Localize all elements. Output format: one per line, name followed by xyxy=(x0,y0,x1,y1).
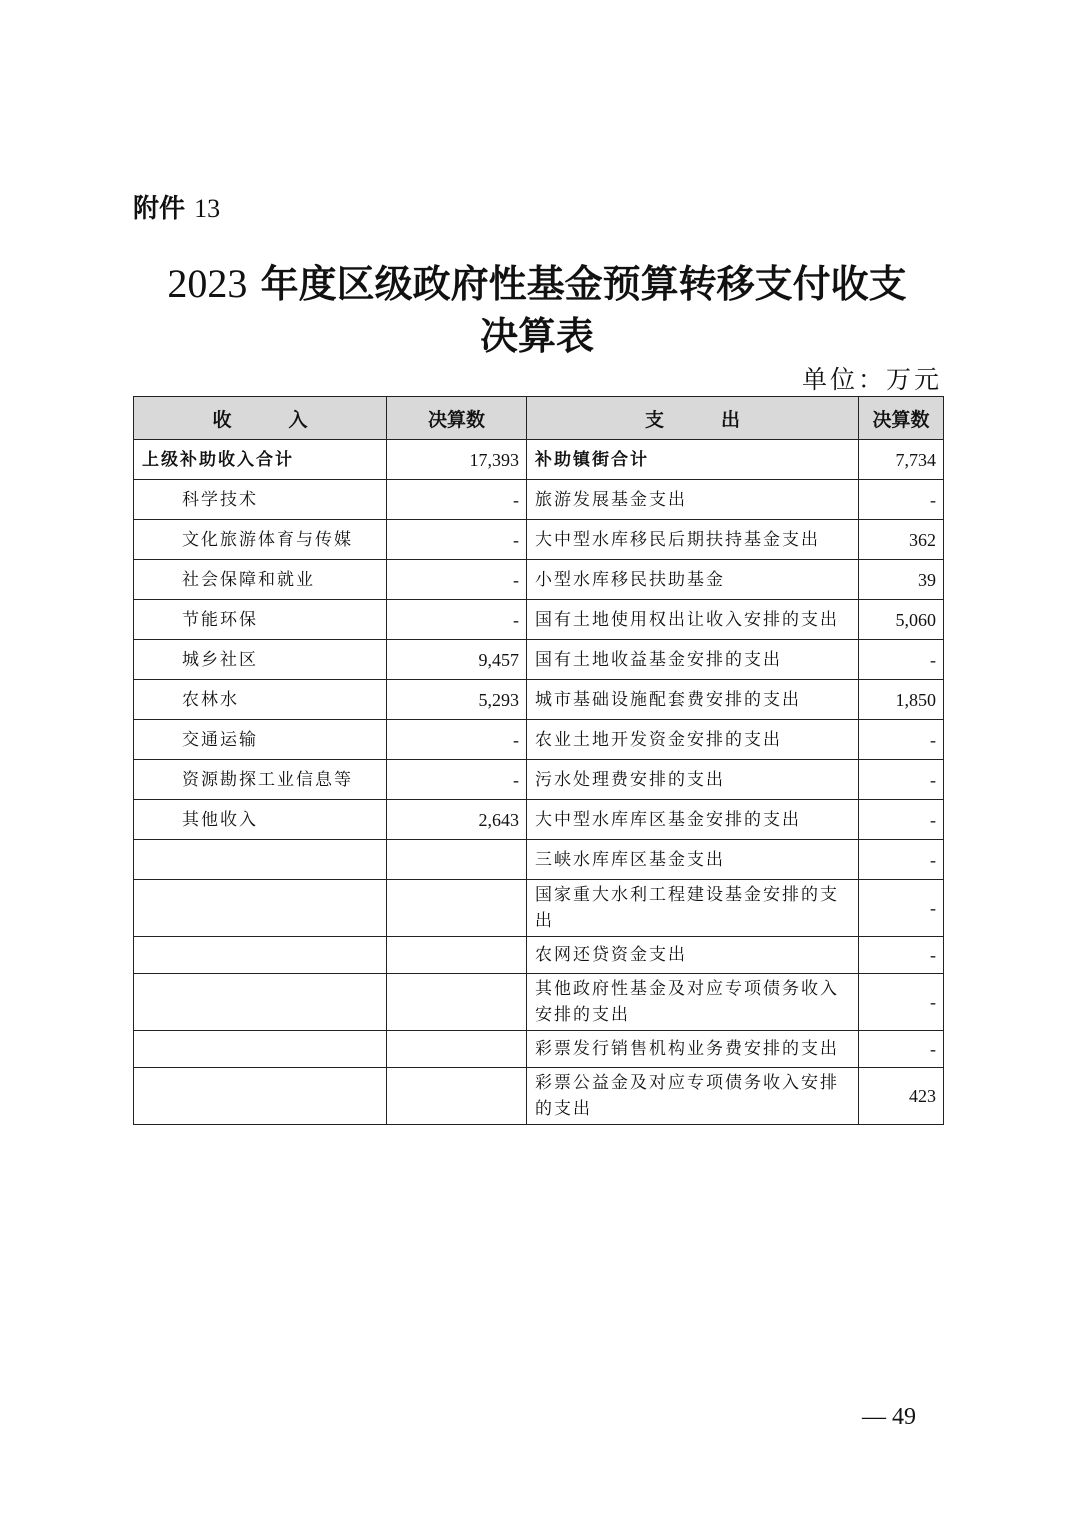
table-header-row xyxy=(134,397,944,440)
attachment-label xyxy=(133,188,220,225)
income-cell: 社会保障和就业 xyxy=(134,560,387,600)
income-amount-cell xyxy=(387,1031,527,1068)
income-cell xyxy=(134,840,387,880)
expense-amount-cell: - xyxy=(859,880,944,937)
income-amount-cell: 5,293 xyxy=(387,680,527,720)
attachment-text: 附件 xyxy=(133,194,186,224)
table-row xyxy=(134,937,944,974)
expense-cell: 国家重大水利工程建设基金安排的支出 xyxy=(527,880,859,937)
income-cell: 农林水 xyxy=(134,680,387,720)
expense-amount-cell: 423 xyxy=(859,1068,944,1125)
expense-amount-cell: 39 xyxy=(859,560,944,600)
expense-cell: 国有土地收益基金安排的支出 xyxy=(527,640,859,680)
expense-amount-cell: - xyxy=(859,720,944,760)
income-cell: 节能环保 xyxy=(134,600,387,640)
expense-amount-cell: - xyxy=(859,840,944,880)
table-row xyxy=(134,720,944,760)
header-income: 收 入 xyxy=(134,397,387,440)
table-row xyxy=(134,1031,944,1068)
expense-cell: 三峡水库库区基金支出 xyxy=(527,840,859,880)
expense-cell: 旅游发展基金支出 xyxy=(527,480,859,520)
table-row xyxy=(134,560,944,600)
income-amount-cell xyxy=(387,974,527,1031)
expense-cell: 国有土地使用权出让收入安排的支出 xyxy=(527,600,859,640)
expense-amount-cell: 5,060 xyxy=(859,600,944,640)
header-income-amount: 决算数 xyxy=(387,397,527,440)
header-expense-amount: 决算数 xyxy=(859,397,944,440)
table-row xyxy=(134,760,944,800)
expense-cell: 彩票公益金及对应专项债务收入安排的支出 xyxy=(527,1068,859,1125)
expense-amount-cell: 7,734 xyxy=(859,440,944,480)
expense-amount-cell: - xyxy=(859,640,944,680)
expense-cell: 农业土地开发资金安排的支出 xyxy=(527,720,859,760)
income-cell: 城乡社区 xyxy=(134,640,387,680)
income-cell: 上级补助收入合计 xyxy=(134,440,387,480)
table-row xyxy=(134,800,944,840)
income-amount-cell: - xyxy=(387,520,527,560)
table-row xyxy=(134,640,944,680)
expense-cell: 其他政府性基金及对应专项债务收入安排的支出 xyxy=(527,974,859,1031)
income-cell: 资源勘探工业信息等 xyxy=(134,760,387,800)
income-amount-cell: 9,457 xyxy=(387,640,527,680)
expense-amount-cell: - xyxy=(859,760,944,800)
expense-cell: 城市基础设施配套费安排的支出 xyxy=(527,680,859,720)
income-amount-cell: - xyxy=(387,480,527,520)
expense-amount-cell: - xyxy=(859,800,944,840)
expense-amount-cell: - xyxy=(859,974,944,1031)
income-amount-cell xyxy=(387,937,527,974)
title-line1: 年度区级政府性基金预算转移支付收支 xyxy=(260,262,907,306)
income-amount-cell: 2,643 xyxy=(387,800,527,840)
header-expense: 支 出 xyxy=(527,397,859,440)
income-amount-cell: - xyxy=(387,760,527,800)
expense-amount-cell: - xyxy=(859,480,944,520)
page-number: — 49 xyxy=(862,1404,916,1430)
expense-amount-cell: - xyxy=(859,937,944,974)
expense-cell: 污水处理费安排的支出 xyxy=(527,760,859,800)
income-amount-cell: 17,393 xyxy=(387,440,527,480)
expense-amount-cell: 362 xyxy=(859,520,944,560)
income-cell: 文化旅游体育与传媒 xyxy=(134,520,387,560)
table-row xyxy=(134,1068,944,1125)
expense-cell: 大中型水库移民后期扶持基金支出 xyxy=(527,520,859,560)
table-row xyxy=(134,974,944,1031)
expense-cell: 大中型水库库区基金安排的支出 xyxy=(527,800,859,840)
income-cell: 其他收入 xyxy=(134,800,387,840)
title-line2: 决算表 xyxy=(479,314,594,358)
income-amount-cell xyxy=(387,1068,527,1125)
income-amount-cell xyxy=(387,840,527,880)
budget-table xyxy=(133,396,944,1125)
table-row xyxy=(134,680,944,720)
income-amount-cell: - xyxy=(387,560,527,600)
attachment-number: 13 xyxy=(194,194,221,223)
expense-cell: 农网还贷资金支出 xyxy=(527,937,859,974)
expense-amount-cell: 1,850 xyxy=(859,680,944,720)
income-cell xyxy=(134,974,387,1031)
income-cell xyxy=(134,1031,387,1068)
income-amount-cell: - xyxy=(387,600,527,640)
income-amount-cell xyxy=(387,880,527,937)
income-cell xyxy=(134,937,387,974)
expense-cell: 彩票发行销售机构业务费安排的支出 xyxy=(527,1031,859,1068)
unit-label: 单位：万元 xyxy=(801,365,942,394)
table-row xyxy=(134,480,944,520)
income-cell xyxy=(134,880,387,937)
expense-cell: 补助镇街合计 xyxy=(527,440,859,480)
title-year: 2023 xyxy=(167,261,248,306)
table-row xyxy=(134,440,944,480)
expense-amount-cell: - xyxy=(859,1031,944,1068)
table-row xyxy=(134,520,944,560)
income-cell: 交通运输 xyxy=(134,720,387,760)
table-row xyxy=(134,880,944,937)
income-amount-cell: - xyxy=(387,720,527,760)
income-cell xyxy=(134,1068,387,1125)
table-row xyxy=(134,600,944,640)
expense-cell: 小型水库移民扶助基金 xyxy=(527,560,859,600)
page-title xyxy=(100,258,974,362)
table-row xyxy=(134,840,944,880)
income-cell: 科学技术 xyxy=(134,480,387,520)
